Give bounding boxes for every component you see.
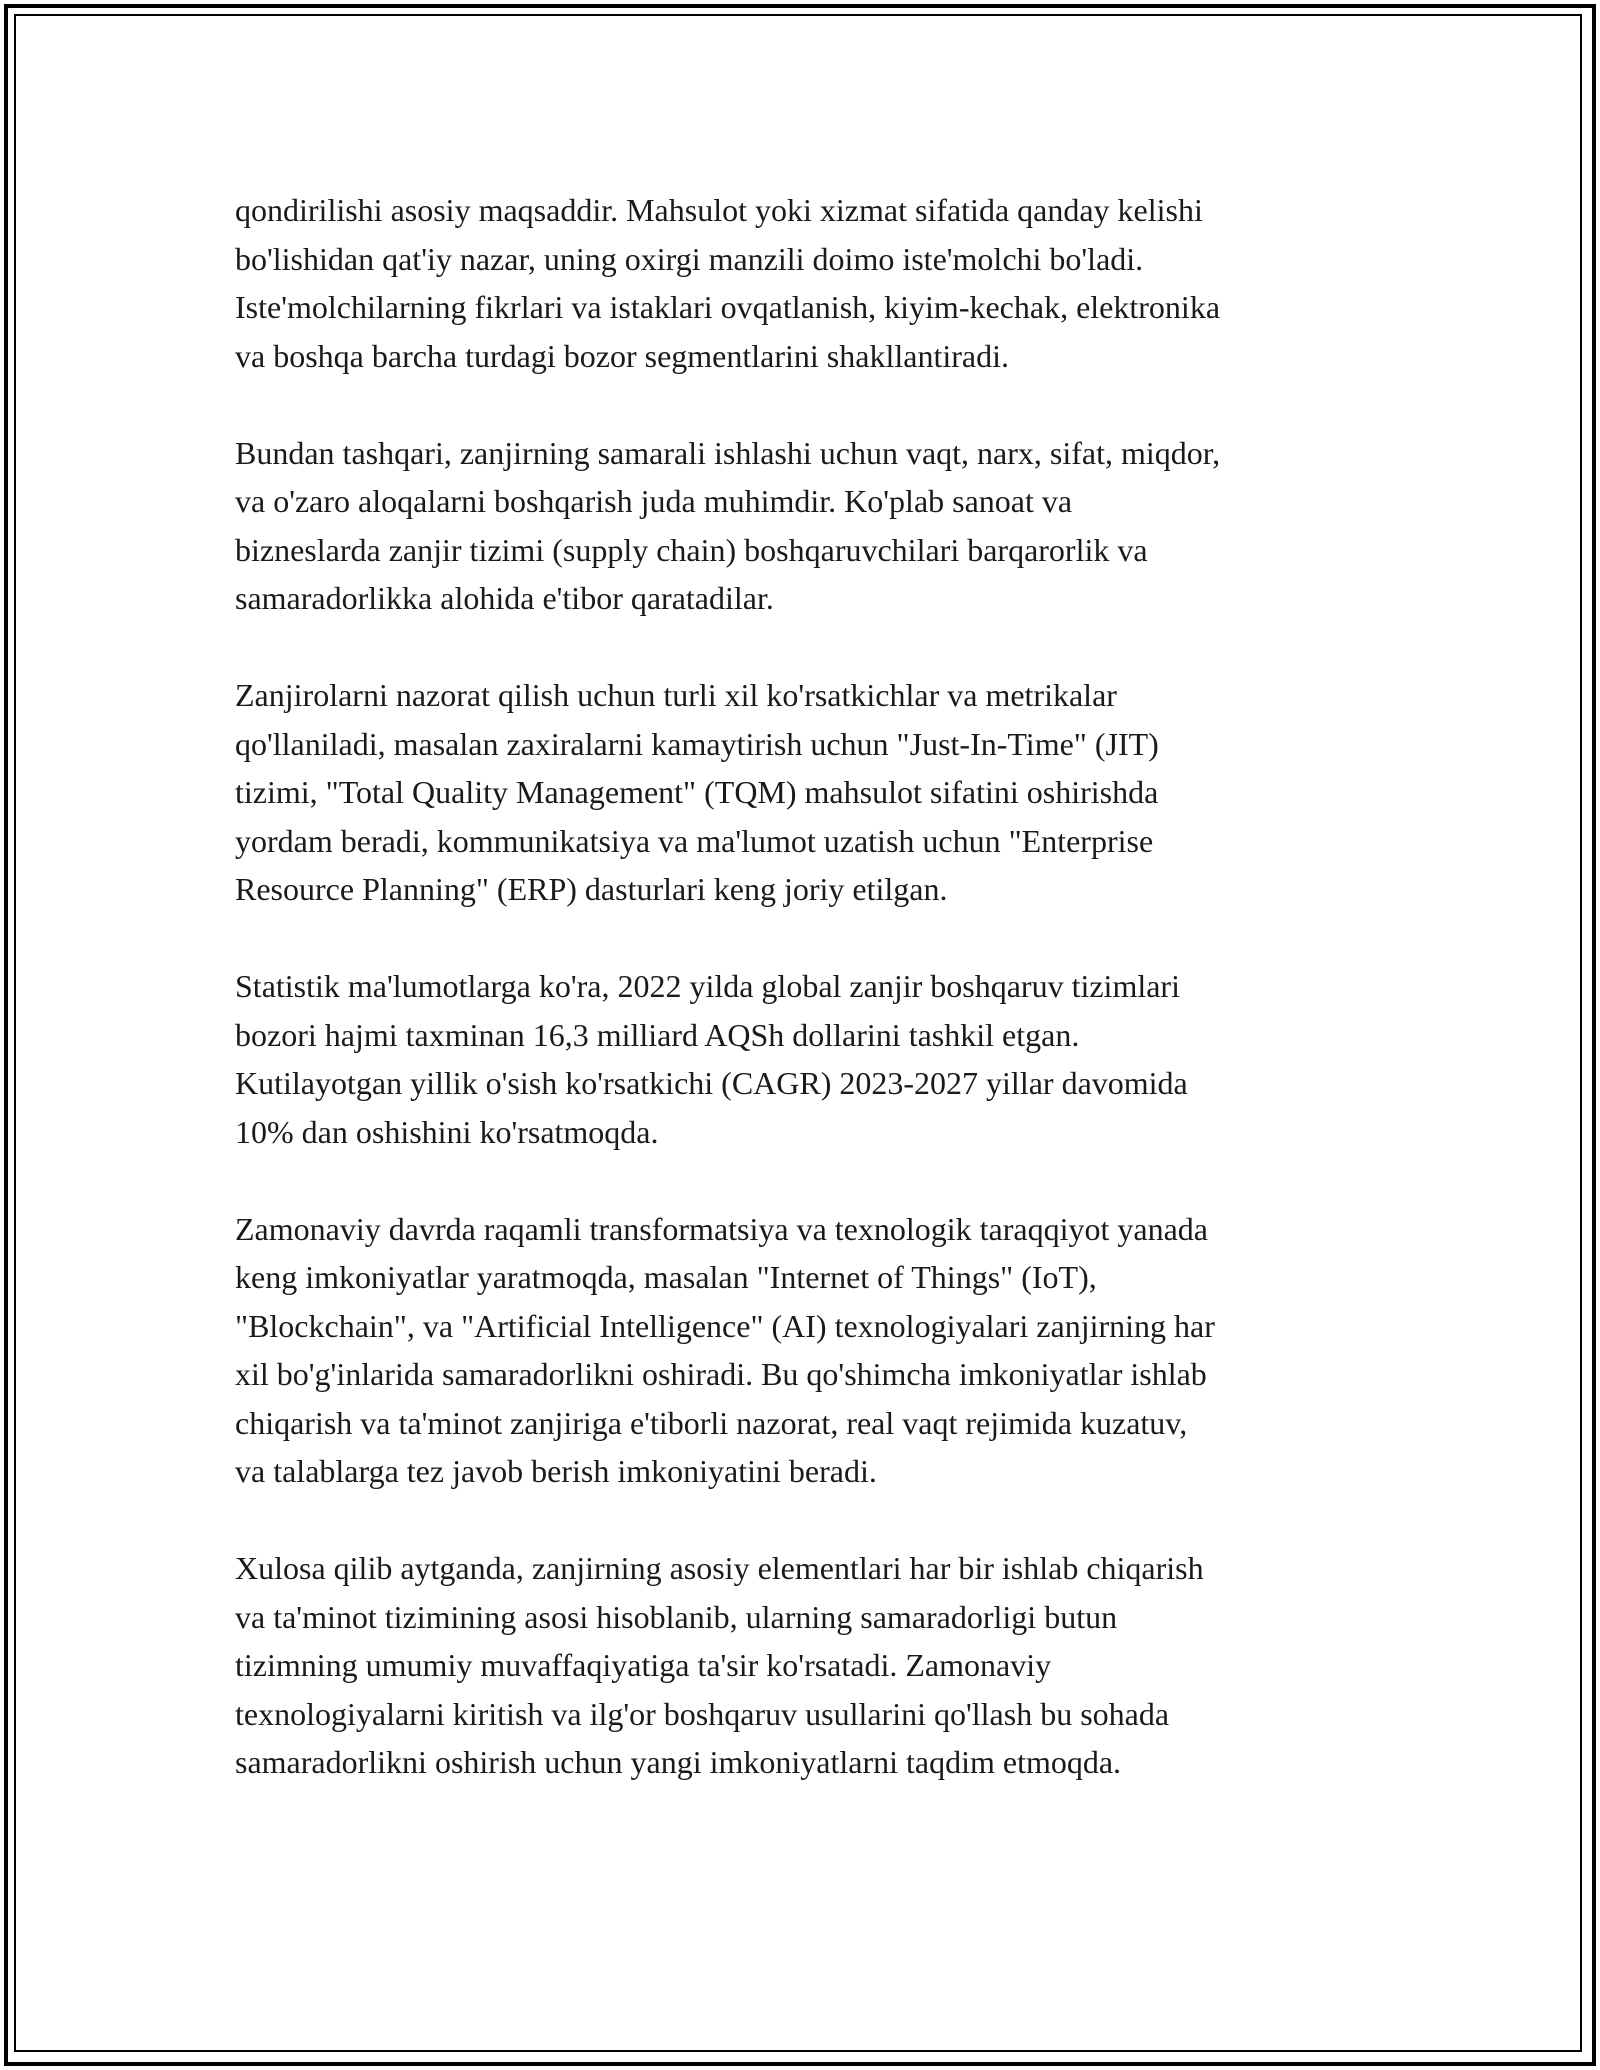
paragraph-metrics: Zanjirolarni nazorat qilish uchun turli xil ko'rsatkichlar va metrikalar qo'llaniladi, masalan zaxiralarni kamaytirish uchun "Just-In-Time" (JIT) tizimi, "Total Quality Management" (TQM) mahsulot sifatini oshirishda yordam beradi, kommunikatsiya va ma'lumot uzatish uchun "Enterprise Resource Planning" (ERP) dasturlari keng joriy etilgan. [235,677,1159,907]
document-body [235,186,1385,1835]
paragraph-technology: Zamonaviy davrda raqamli transformatsiya va texnologik taraqqiyot yanada keng imkoniyatlar yaratmoqda, masalan "Internet of Things" (IoT), "Blockchain", va "Artificial Intelligence" (AI) texnologiyalari zanjirning har xil bo'g'inlarida samaradorlikni oshiradi. Bu qo'shimcha imkoniyatlar ishlab chiqarish va ta'minot zanjiriga e'tiborli nazorat, real vaqt rejimida kuzatuv, va talablarga tez javob berish imkoniyatini beradi. [235,1210,1215,1489]
paragraph-management: Bundan tashqari, zanjirning samarali ishlashi uchun vaqt, narx, sifat, miqdor, va o'zaro aloqalarni boshqarish juda muhimdir. Ko'plab sanoat va bizneslarda zanjir tizimi (supply chain) boshqaruvchilari barqarorlik va samaradorlikka alohida e'tibor qaratadilar. [235,434,1221,616]
paragraph-consumer: qondirilishi asosiy maqsaddir. Mahsulot yoki xizmat sifatida qanday kelishi bo'lishidan qat'iy nazar, uning oxirgi manzili doimo iste'molchi bo'ladi. Iste'molchilarning fikrlari va istaklari ovqatlanish, kiyim-kechak, elektronika va boshqa barcha turdagi bozor segmentlarini shakllantiradi. [235,192,1221,374]
paragraph-conclusion: Xulosa qilib aytganda, zanjirning asosiy elementlari har bir ishlab chiqarish va ta'minot tizimining asosi hisoblanib, ularning samaradorligi butun tizimning umumiy muvaffaqiyatiga ta'sir ko'rsatadi. Zamonaviy texnologiyalarni kiritish va ilg'or boshqaruv usullarini qo'llash bu sohada samaradorlikni oshirish uchun yangi imkoniyatlarni taqdim etmoqda. [235,1550,1204,1780]
paragraph-statistics: Statistik ma'lumotlarga ko'ra, 2022 yilda global zanjir boshqaruv tizimlari bozori hajmi taxminan 16,3 milliard AQSh dollarini tashkil etgan. Kutilayotgan yillik o'sish ko'rsatkichi (CAGR) 2023-2027 yillar davomida 10% dan oshishini ko'rsatmoqda. [235,968,1188,1150]
